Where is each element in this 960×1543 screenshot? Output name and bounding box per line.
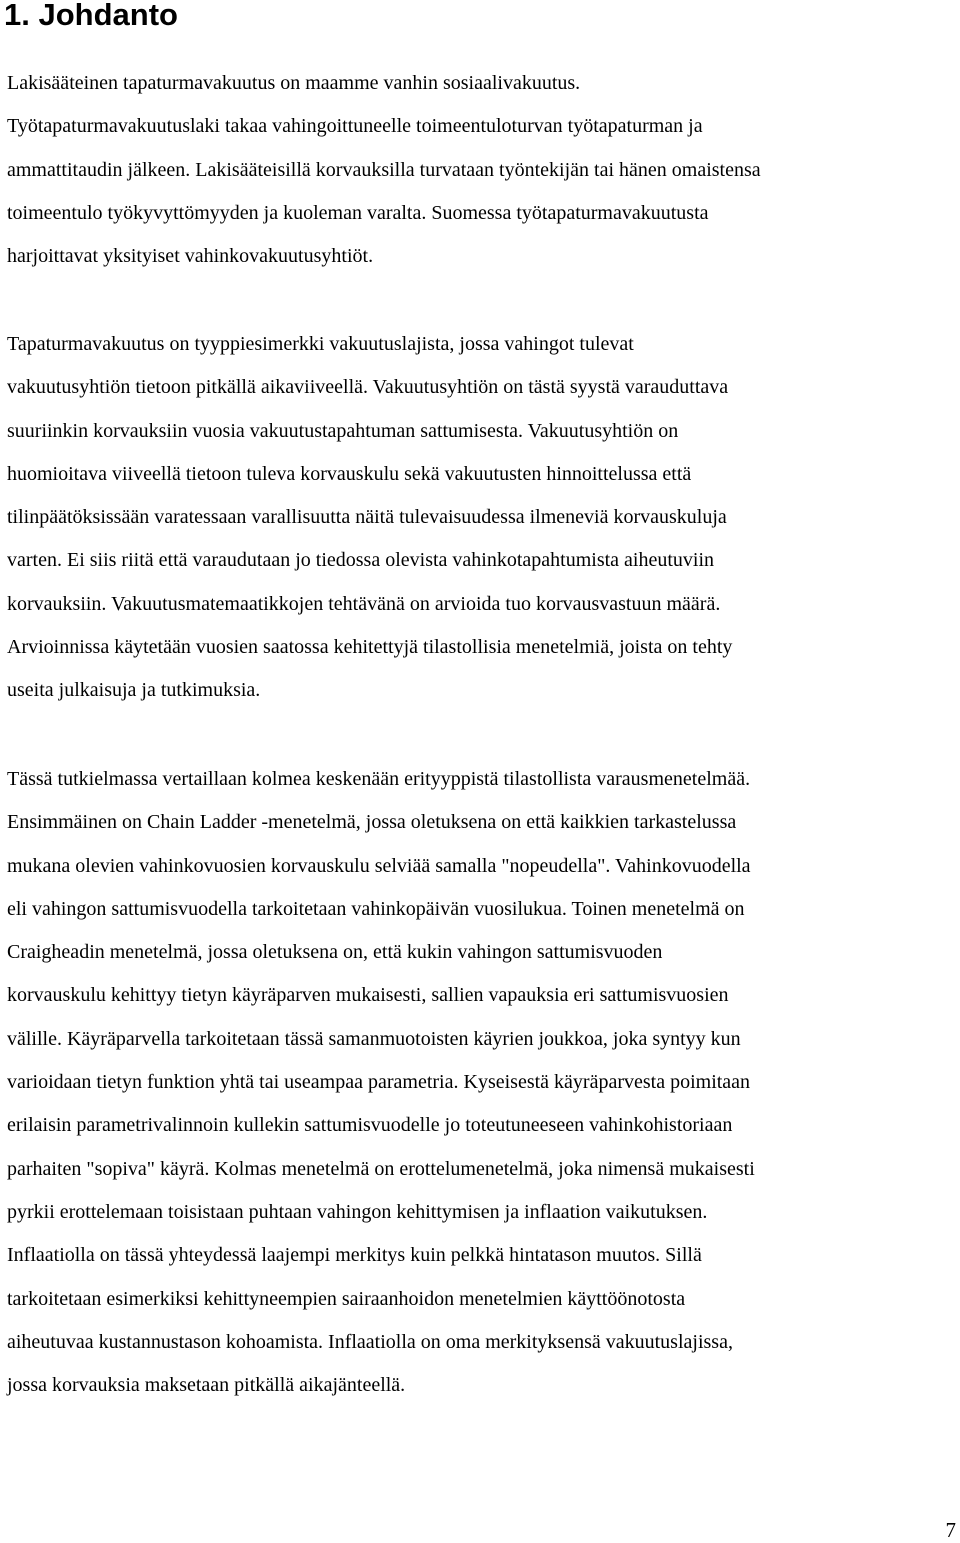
text-line: harjoittavat yksityiset vahinkovakuutusyhtiöt. [7,245,374,268]
text-line: Työtapaturmavakuutuslaki takaa vahingoittuneelle toimeentuloturvan työtapaturman ja [7,115,703,138]
text-line: Craigheadin menetelmä, jossa oletuksena on, että kukin vahingon sattumisvuoden [7,941,663,964]
text-line: välille. Käyräparvella tarkoitetaan tässä samanmuotoisten käyrien joukkoa, joka syntyy kun [7,1027,741,1050]
text-line: mukana olevien vahinkovuosien korvauskulu selviää samalla "nopeudella". Vahinkovuodella [7,854,751,877]
text-line: jossa korvauksia maksetaan pitkällä aikajänteellä. [7,1374,406,1397]
text-line: Lakisääteinen tapaturmavakuutus on maamme vanhin sosiaalivakuutus. [7,72,581,94]
text-line: Tapaturmavakuutus on tyyppiesimerkki vakuutuslajista, jossa vahingot tulevat [7,333,634,355]
text-line: pyrkii erottelemaan toisistaan puhtaan vahingon kehittymisen ja inflaation vaikutuksen. [7,1200,708,1223]
text-line: tilinpäätöksissään varatessaan varallisuutta näitä tulevaisuudessa ilmeneviä korvauskuluja [7,506,727,529]
text-line: Arvioinnissa käytetään vuosien saatossa kehitettyjä tilastollisia menetelmiä, joista on tehty [7,636,733,659]
text-line: korvauksiin. Vakuutusmatemaatikkojen tehtävänä on arvioida tuo korvausvastuun määrä. [7,592,721,615]
page-number: 7 [945,1518,956,1542]
paragraph-methods [7,758,955,1407]
text-line: parhaiten "sopiva" käyrä. Kolmas menetelmä on erottelumenetelmä, joka nimensä mukaisesti [7,1157,755,1180]
paragraph-intro [7,62,955,278]
text-line: tarkoitetaan esimerkiksi kehittyneempien sairaanhoidon menetelmien käyttöönotosta [7,1287,686,1310]
text-line: Inflaatiolla on tässä yhteydessä laajempi merkitys kuin pelkkä hintatason muutos. Sillä [7,1244,702,1267]
text-line: vakuutusyhtiön tietoon pitkällä aikaviiveellä. Vakuutusyhtiön on tästä syystä varauduttava [7,376,729,399]
text-line: toimeentulo työkyvyttömyyden ja kuoleman varalta. Suomessa työtapaturmavakuutusta [7,201,709,224]
section-heading: 1. Johdanto [4,0,178,32]
text-line: useita julkaisuja ja tutkimuksia. [7,679,261,702]
text-line: ammattitaudin jälkeen. Lakisääteisillä korvauksilla turvataan työntekijän tai hänen omaistensa [7,158,761,181]
text-line: Ensimmäinen on Chain Ladder -menetelmä, jossa oletuksena on että kaikkien tarkastelussa [7,811,737,834]
text-line: varten. Ei siis riitä että varaudutaan jo tiedossa olevista vahinkotapahtumista aiheutuviin [7,549,715,572]
text-line: varioidaan tietyn funktion yhtä tai useampaa parametria. Kyseisestä käyräparvesta poimitaan [7,1071,751,1094]
text-line: huomioitava viiveellä tietoon tuleva korvauskulu sekä vakuutusten hinnoittelussa että [7,462,692,485]
text-line: eli vahingon sattumisvuodella tarkoitetaan vahinkopäivän vuosilukua. Toinen menetelmä on [7,897,745,920]
text-line: korvauskulu kehittyy tietyn käyräparven mukaisesti, sallien vapauksia eri sattumisvuosien [7,984,729,1007]
text-line: Tässä tutkielmassa vertaillaan kolmea keskenään erityyppistä tilastollista varausmenetelmää. [7,768,751,790]
text-line: suuriinkin korvauksiin vuosia vakuutustapahtuman sattumisesta. Vakuutusyhtiön on [7,419,679,442]
paragraph-reserving [7,323,955,713]
text-line: aiheutuvaa kustannustason kohoamista. Inflaatiolla on oma merkityksensä vakuutuslajissa, [7,1330,733,1353]
text-line: erilaisin parametrivalinnoin kullekin sattumisvuodelle jo toteutuneeseen vahinkohistoriaan [7,1114,733,1137]
